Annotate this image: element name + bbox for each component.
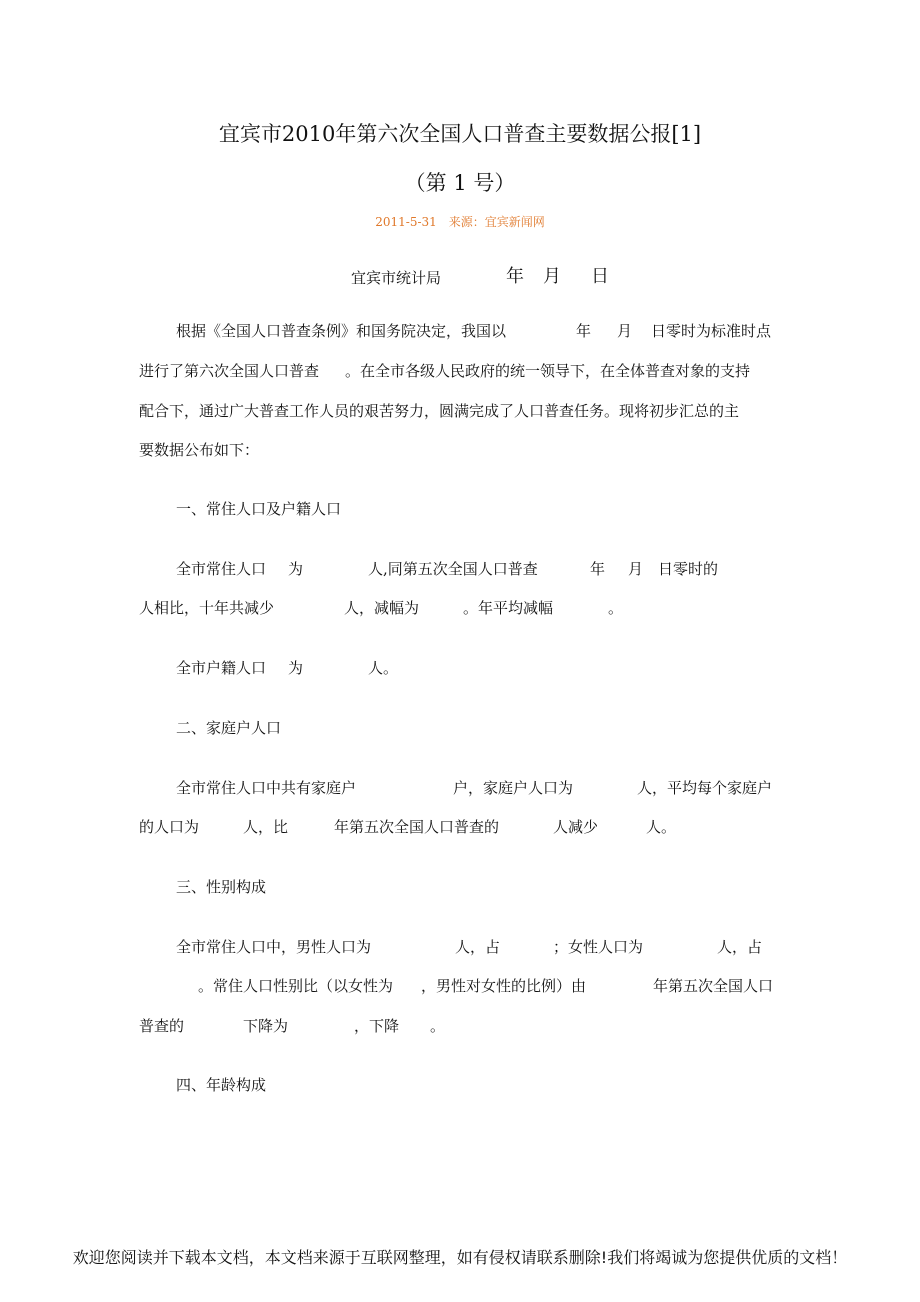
text-run: 人,同第五次全国人口普查 — [368, 560, 538, 578]
text-run: 日零时的 — [658, 560, 719, 578]
document-subtitle: （第 1 号） — [404, 171, 516, 195]
text-run: 人，减幅为 — [344, 599, 420, 617]
text-run: 下降为 — [243, 1017, 289, 1035]
text-run: 为 — [288, 659, 304, 677]
text-run: 月 — [628, 560, 644, 578]
text-run: 全市常住人口中，男性人口为 — [176, 938, 372, 956]
issuer: 宜宾市统计局 — [351, 269, 442, 287]
publish-meta: 2011-5-31 来源：宜宾新闻网 — [375, 215, 545, 229]
text-run: 要数据公布如下： — [139, 441, 260, 459]
text-run: 人，平均每个家庭户 — [637, 779, 773, 797]
text-run: 人，占 — [455, 938, 501, 956]
text-run: 全市常住人口 — [176, 560, 267, 578]
section-heading: 三、性别构成 — [176, 878, 267, 896]
text-run: 人，比 — [243, 818, 289, 836]
text-run: 为 — [288, 560, 304, 578]
text-run: 月 — [617, 322, 633, 340]
text-run: 。常住人口性别比（以女性为 — [198, 977, 394, 995]
text-run: 年 — [590, 560, 606, 578]
text-run: 配合下，通过广大普查工作人员的艰苦努力，圆满完成了人口普查任务。现将初步汇总的主 — [139, 402, 740, 420]
text-run: 。年平均减幅 — [463, 599, 554, 617]
text-run: 全市常住人口中共有家庭户 — [176, 779, 357, 797]
date-year: 年 — [506, 266, 524, 287]
text-run: 人减少 — [553, 818, 599, 836]
text-run: 人。 — [646, 818, 677, 836]
text-run: 。 — [430, 1017, 446, 1035]
document-title: 宜宾市2010年第六次全国人口普查主要数据公报[1] — [218, 122, 702, 146]
date-day: 日 — [591, 266, 609, 287]
text-run: 日零时为标准时点 — [651, 322, 772, 340]
text-run: 年第五次全国人口 — [653, 977, 774, 995]
text-run: 人，占 — [717, 938, 763, 956]
text-run: 进行了第六次全国人口普查 — [139, 362, 320, 380]
text-run: 普查的 — [139, 1017, 185, 1035]
text-run: 人相比，十年共减少 — [139, 599, 275, 617]
section-heading: 二、家庭户人口 — [176, 719, 282, 737]
text-run: 年 — [576, 322, 592, 340]
section-heading: 四、年龄构成 — [176, 1076, 267, 1094]
text-run: 。 — [608, 599, 624, 617]
text-run: 根据《全国人口普查条例》和国务院决定，我国以 — [176, 322, 507, 340]
text-run: ；女性人口为 — [553, 938, 644, 956]
section-heading: 一、常住人口及户籍人口 — [176, 500, 342, 518]
text-run: 。在全市各级人民政府的统一领导下，在全体普查对象的支持 — [345, 362, 751, 380]
text-run: 的人口为 — [139, 818, 200, 836]
text-run: ，男性对女性的比例）由 — [421, 977, 587, 995]
text-run: 全市户籍人口 — [176, 659, 267, 677]
text-run: 人。 — [368, 659, 399, 677]
text-run: 年第五次全国人口普查的 — [334, 818, 500, 836]
date-month: 月 — [543, 266, 561, 287]
footer-notice: 欢迎您阅读并下载本文档，本文档来源于互联网整理，如有侵权请联系删除!我们将竭诚为您提供优质的文档！ — [72, 1248, 848, 1267]
text-run: 户，家庭户人口为 — [453, 779, 574, 797]
text-run: ，下降 — [354, 1017, 400, 1035]
